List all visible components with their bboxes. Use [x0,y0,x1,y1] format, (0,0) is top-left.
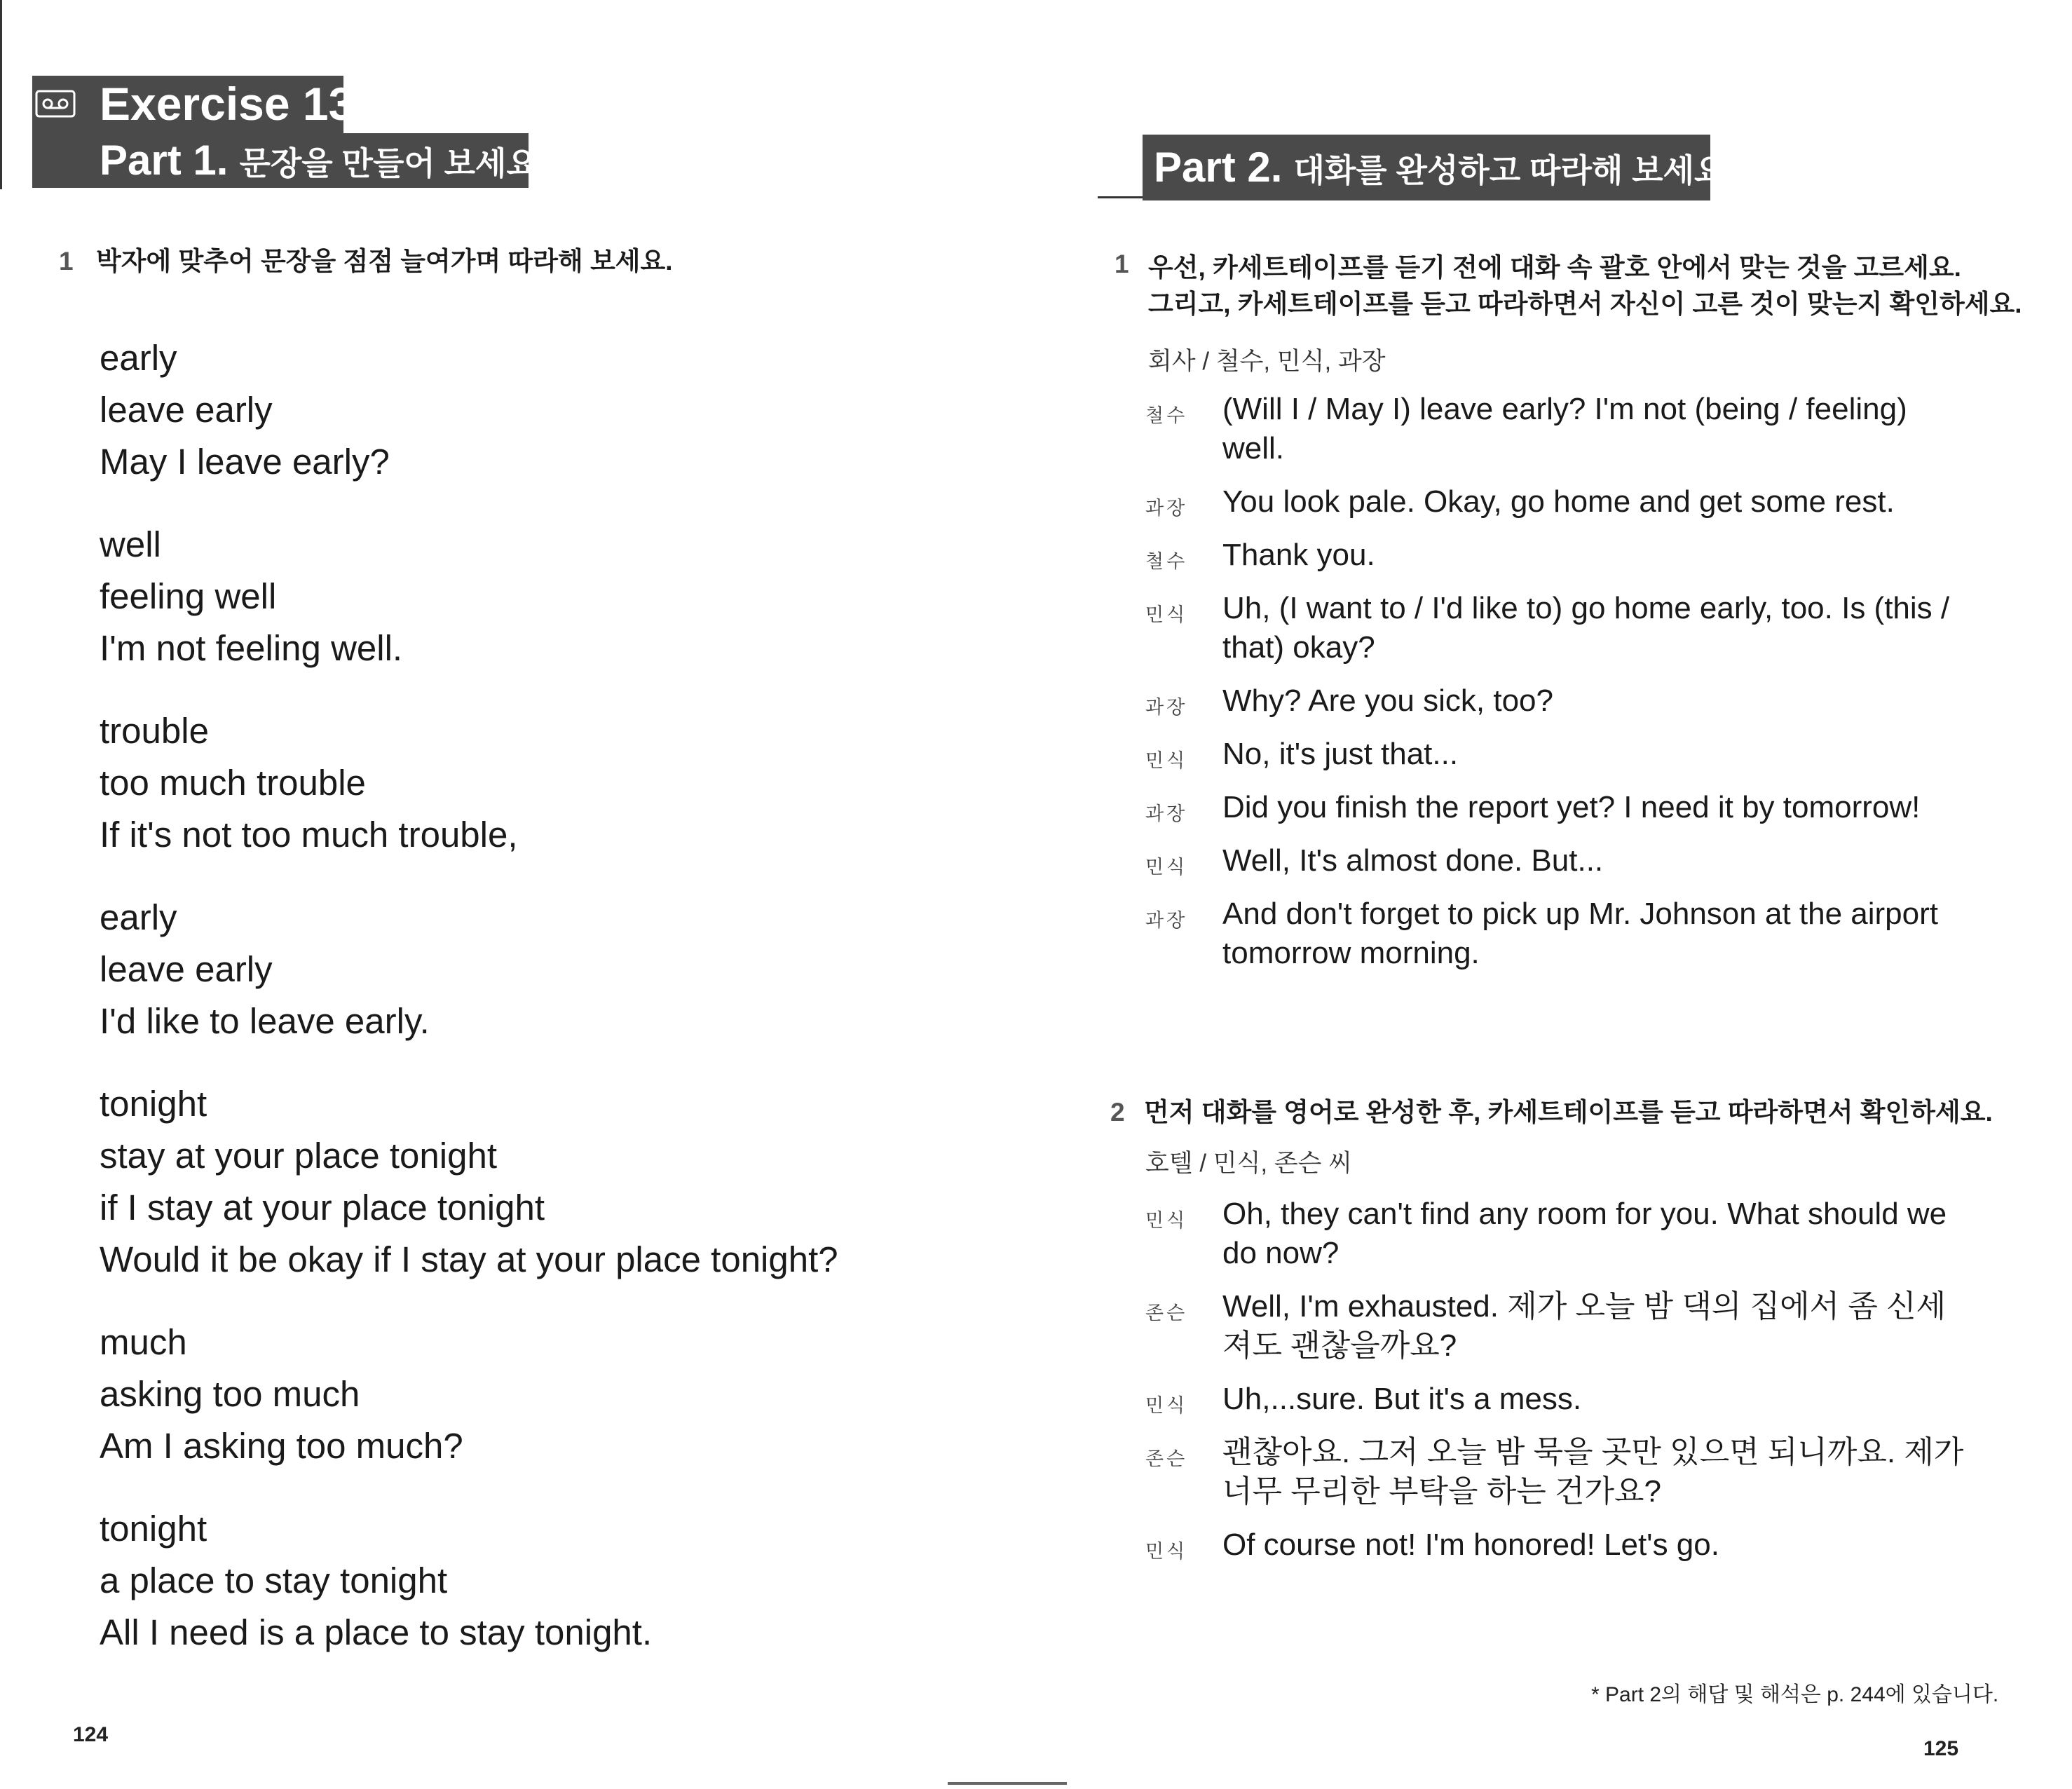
utterance-text: And don't forget to pick up Mr. Johnson at the airport tomorrow morning. [1222,897,1939,970]
utterance-text: Oh, they can't find any room for you. What should we do now? [1222,1197,1947,1270]
speaker-label: 철수 [1145,405,1188,426]
utterance-text: Did you finish the report yet? I need it by tomorrow! [1222,790,1921,824]
q1-instruction-line2: 그리고, 카세트테이프를 듣고 따라하면서 자신이 고른 것이 맞는지 확인하세요. [1148,290,2022,318]
q1-setting: 회사 / 철수, 민식, 과장 [1148,348,1386,375]
dialogue-line [1145,735,1965,774]
speaker-label: 과장 [1145,697,1188,718]
part1-instruction [59,240,673,278]
sentence-line: All I need is a place to stay tonight. [100,1612,653,1652]
dialogue-line [1145,1287,1965,1366]
q1-number: 1 [1115,250,1129,278]
utterance-text: No, it's just that... [1222,737,1459,771]
sentence-group-3 [100,705,838,861]
sentence-line: much [100,1322,187,1362]
sentence-groups [100,332,838,1659]
q1-instruction-line1: 우선, 카세트테이프를 듣기 전에 대화 속 괄호 안에서 맞는 것을 고르세요. [1148,253,1961,282]
sentence-group-6 [100,1317,838,1472]
sentence-line: early [100,338,177,378]
page-number-right: 125 [1923,1737,1959,1760]
speaker-label: 민식 [1145,750,1188,771]
dialogue-line [1145,681,1965,721]
speaker-label: 과장 [1145,910,1188,931]
q1-dialogue [1145,390,1965,973]
utterance-text: Of course not! I'm honored! Let's go. [1222,1528,1719,1562]
dialogue-line [1145,536,1965,575]
q2-instruction [1110,1091,1993,1129]
dialogue-line [1145,482,1965,522]
dialogue-line [1145,1433,1965,1511]
exercise-title: Exercise 13 [100,78,355,130]
sentence-line: early [100,897,177,937]
part1-label: Part 1. [100,137,229,184]
utterance-text: 괜찮아요. 그저 오늘 밤 묵을 곳만 있으면 되니까요. 제가 너무 무리한 부탁을 하는 건가요? [1222,1435,1964,1509]
page-number-left: 124 [73,1723,109,1746]
speaker-label: 민식 [1145,1541,1188,1562]
sentence-line: asking too much [100,1374,360,1414]
speaker-label: 존슨 [1145,1302,1188,1324]
page-edge-rule [0,0,2,189]
speaker-label: 존슨 [1145,1448,1188,1469]
sentence-line: Am I asking too much? [100,1426,463,1466]
dialogue-line [1145,788,1965,827]
sentence-line: tonight [100,1084,207,1124]
instruction-text: 박자에 맞추어 문장을 점점 늘여가며 따라해 보세요. [96,247,673,276]
sentence-line: leave early [100,390,273,430]
part2-subtitle: 대화를 완성하고 따라해 보세요. [1293,152,1735,189]
sentence-group-4 [100,892,838,1047]
sentence-line: trouble [100,711,209,751]
dialogue-line [1145,390,1965,468]
sentence-group-7 [100,1503,838,1659]
q2-dialogue [1145,1195,1965,1565]
sentence-line: If it's not too much trouble, [100,815,518,855]
dialogue-line [1145,589,1965,667]
dialogue-line [1145,841,1965,880]
part1-subtitle: 문장을 만들어 보세요. [239,145,547,182]
sentence-line: feeling well [100,576,277,616]
utterance-text: Well, I'm exhausted. 제가 오늘 밤 댁의 집에서 좀 신세 져도 괜찮을까요? [1222,1289,1947,1363]
sentence-line: a place to stay tonight [100,1560,448,1600]
part1-heading [100,133,547,199]
q1-instruction [1115,250,2022,322]
sentence-line: I'd like to leave early. [100,1001,430,1041]
dialogue-line [1145,1525,1965,1565]
sentence-group-1 [100,332,838,488]
utterance-text: Thank you. [1222,538,1375,572]
speaker-label: 철수 [1145,551,1188,572]
q2-instruction-text: 먼저 대화를 영어로 완성한 후, 카세트테이프를 듣고 따라하면서 확인하세요. [1144,1098,1993,1127]
sentence-line: I'm not feeling well. [100,628,403,668]
sentence-line: stay at your place tonight [100,1136,498,1176]
sentence-group-2 [100,519,838,674]
speaker-label: 과장 [1145,803,1188,824]
q2-number: 2 [1110,1098,1125,1127]
sentence-line: Would it be okay if I stay at your place tonight? [100,1239,838,1279]
dialogue-line [1145,1195,1965,1273]
part2-heading [1154,135,1734,212]
instruction-number: 1 [59,247,74,276]
utterance-text: Well, It's almost done. But... [1222,843,1604,878]
utterance-text: You look pale. Okay, go home and get some rest. [1222,484,1895,519]
q2-setting: 호텔 / 민식, 존슨 씨 [1145,1150,1353,1177]
sentence-line: leave early [100,949,273,989]
utterance-text: Uh, (I want to / I'd like to) go home early, too. Is (this / that) okay? [1222,591,1950,665]
utterance-text: Why? Are you sick, too? [1222,683,1553,718]
sentence-line: May I leave early? [100,442,390,482]
sentence-line: tonight [100,1509,207,1549]
utterance-text: (Will I / May I) leave early? I'm not (being / feeling) well. [1222,392,1907,465]
speaker-label: 민식 [1145,604,1188,625]
speaker-label: 민식 [1145,857,1188,878]
part2-label: Part 2. [1154,144,1283,191]
speaker-label: 민식 [1145,1210,1188,1231]
answer-footnote: * Part 2의 해답 및 해석은 p. 244에 있습니다. [1591,1683,1999,1706]
speaker-label: 민식 [1145,1395,1188,1416]
sentence-line: well [100,524,161,564]
sentence-line: too much trouble [100,763,366,803]
cassette-tape-icon [35,90,76,118]
sentence-line: if I stay at your place tonight [100,1188,545,1227]
part2-header-rule [1098,196,1143,198]
binding-mark [948,1782,1067,1785]
utterance-text: Uh,...sure. But it's a mess. [1222,1382,1582,1416]
dialogue-line [1145,894,1965,973]
speaker-label: 과장 [1145,498,1188,519]
dialogue-line [1145,1380,1965,1419]
sentence-group-5 [100,1078,838,1286]
